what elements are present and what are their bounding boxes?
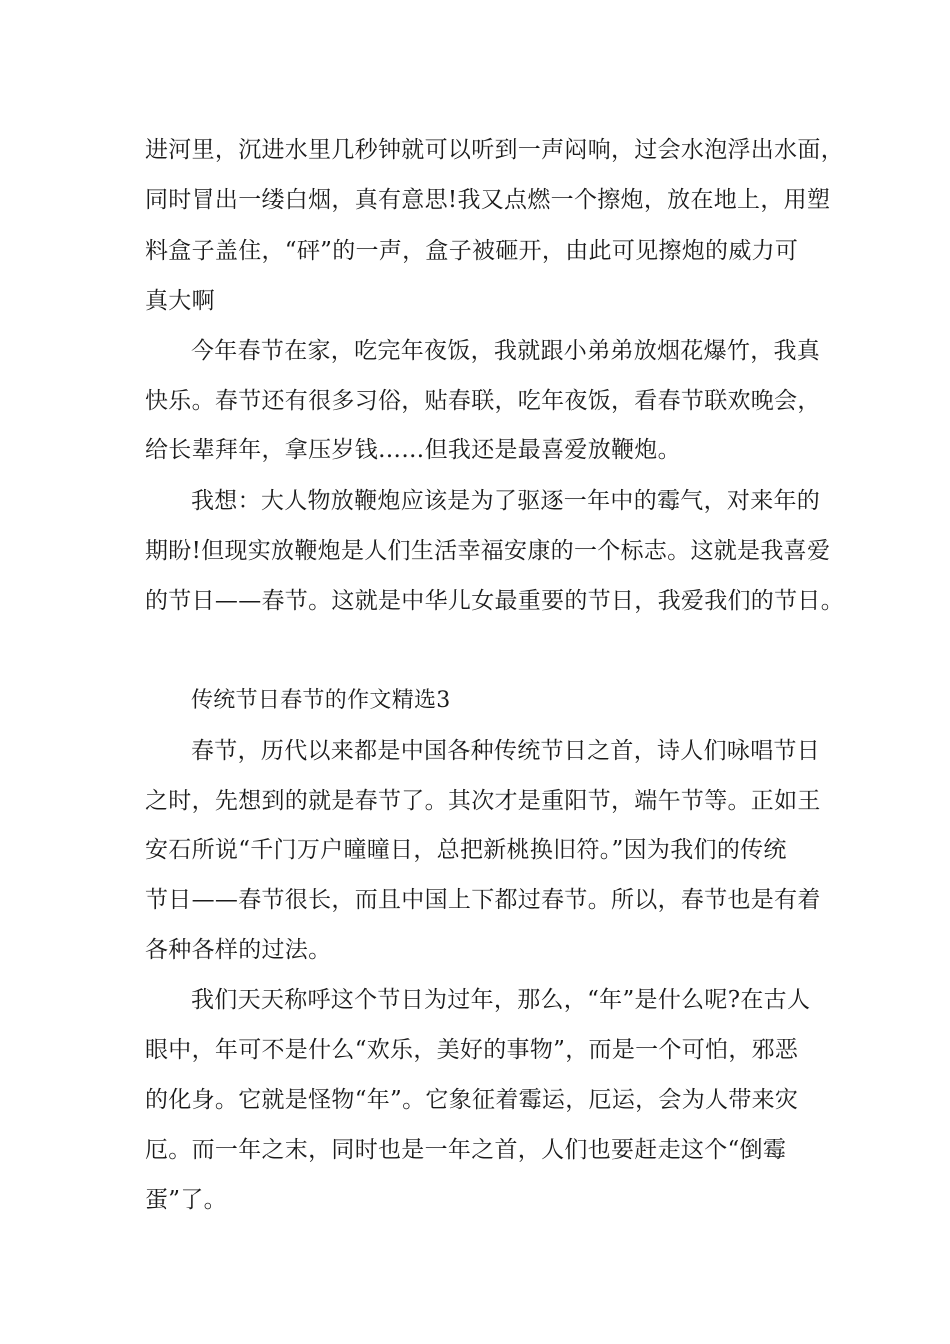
paragraph-first-line: 今年春节在家，吃完年夜饭，我就跟小弟弟放烟花爆竹，我真 xyxy=(191,338,821,364)
paragraph-line: 的节日——春节。这就是中华儿女最重要的节日，我爱我们的节日。 xyxy=(145,588,844,614)
paragraph-line: 快乐。春节还有很多习俗，贴春联，吃年夜饭，看春节联欢晚会， xyxy=(145,388,821,414)
paragraph-line: 各种各样的过法。 xyxy=(145,937,332,963)
paragraph-line: 料盒子盖住，“砰”的一声，盒子被砸开，由此可见擦炮的威力可 xyxy=(145,238,799,264)
paragraph-line: 给长辈拜年，拿压岁钱……但我还是最喜爱放鞭炮。 xyxy=(145,437,681,463)
paragraph-line: 进河里，沉进水里几秒钟就可以听到一声闷响，过会水泡浮出水面， xyxy=(145,137,844,163)
paragraph-line: 期盼!但现实放鞭炮是人们生活幸福安康的一个标志。这就是我喜爱 xyxy=(145,538,831,564)
paragraph-line: 节日——春节很长，而且中国上下都过春节。所以，春节也是有着 xyxy=(145,887,821,913)
paragraph-line: 真大啊 xyxy=(145,288,215,314)
paragraph-line: 厄。而一年之末，同时也是一年之首，人们也要赶走这个“倒霉 xyxy=(145,1137,787,1163)
paragraph-first-line: 我想：大人物放鞭炮应该是为了驱逐一年中的霉气，对来年的 xyxy=(191,488,821,514)
paragraph-first-line: 春节，历代以来都是中国各种传统节日之首，诗人们咏唱节日 xyxy=(191,738,821,764)
paragraph-first-line: 我们天天称呼这个节日为过年，那么，“年”是什么呢?在古人 xyxy=(191,987,811,1013)
section-heading: 传统节日春节的作文精选3 xyxy=(191,688,451,713)
paragraph-line: 同时冒出一缕白烟，真有意思!我又点燃一个擦炮，放在地上，用塑 xyxy=(145,187,831,213)
paragraph-line: 眼中，年可不是什么“欢乐，美好的事物”，而是一个可怕，邪恶 xyxy=(145,1037,799,1063)
paragraph-line: 蛋”了。 xyxy=(145,1187,227,1213)
paragraph-line: 安石所说“千门万户曈曈日，总把新桃换旧符。”因为我们的传统 xyxy=(145,837,787,863)
paragraph-line: 之时，先想到的就是春节了。其次才是重阳节，端午节等。正如王 xyxy=(145,788,821,814)
paragraph-line: 的化身。它就是怪物“年”。它象征着霉运，厄运，会为人带来灾 xyxy=(145,1087,799,1113)
